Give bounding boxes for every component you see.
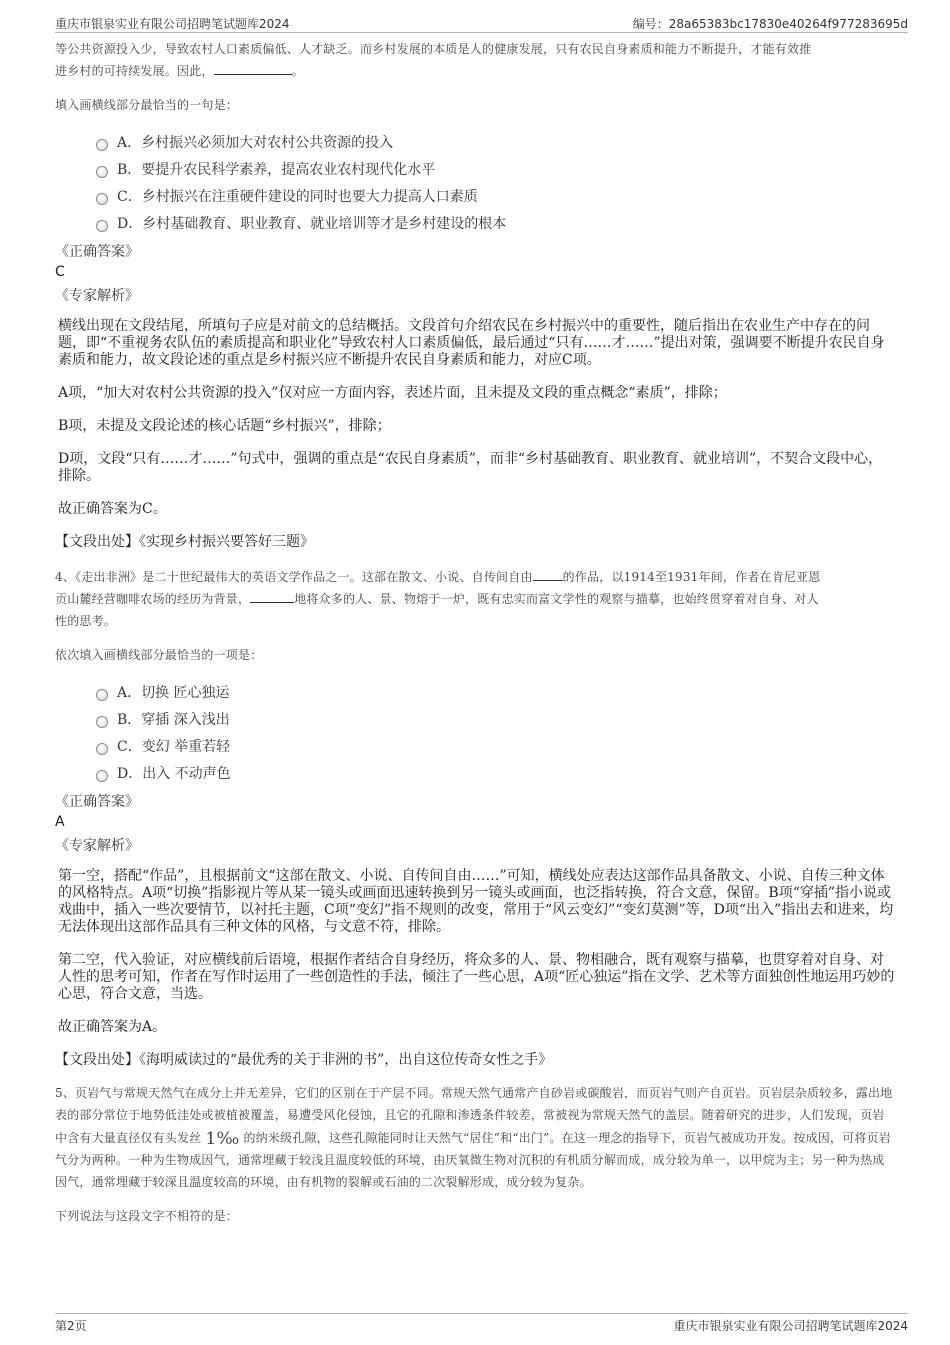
fill-blank (533, 568, 563, 581)
q4-analysis-p2: 第二空，代入验证，对应横线前后语境，根据作者结合自身经历，将众多的人、景、物相融合，既有观察与描摹，也贯穿着对自身、对人性的思考可知，作者在写作时运用了一些创造性的手法，倾注了一些心思，A项“匠心独运”指在文学、艺术等方面独创性地运用巧妙的心思，符合文意，当选。 (58, 952, 895, 1002)
q3-analysis-p5: 故正确答案为C。 (58, 501, 167, 517)
q4-option-a[interactable]: A．切换 匠心独运 (95, 680, 895, 707)
q3-analysis-p1: 横线出现在文段结尾，所填句子应是对前文的总结概括。文段首句介绍农民在乡村振兴中的重要性，随后指出在农业生产中存在的问题，即“不重视务农队伍的素质提高和职业化”导致农村人口素质偏低，最后通过“只有……才……”提出对策，强调要不断提升农民自身素质和能力，故文段论述的重点是乡村振兴应不断提升农民自身素质和能力，对应C项。 (58, 318, 885, 368)
page-header (55, 12, 908, 33)
q5-stem: 5、页岩气与常规天然气在成分上并无差异，它们的区别在于产层不同。常规天然气通常产自砂岩或碳酸岩，而页岩气则产自页岩。页岩层杂质较多，露出地表的部分常位于地势低洼处或被植被覆盖，易遭受风化侵蚀，且它的孔隙和渗透条件较差，常被视为常规天然气的盖层。随着研究的进步，人们发现，页岩中含有大量直径仅有头发丝 1‰ 的纳米级孔隙，这些孔隙能同时让天然气“居住”和“出门”。在这一理念的指导下，页岩气被成功开发。按成因，可将页岩气分为两种。一种为生物成因气，通常埋藏于较浅且温度较低的环境，由厌氧微生物对沉积的有机质分解而成，成分较为单一，以甲烷为主；另一种为热成因气，通常埋藏于较深且温度较高的环境，由有机物的裂解或石油的二次裂解形成，成分较为复杂。 (55, 1086, 893, 1189)
radio-icon[interactable] (96, 166, 108, 178)
page-content (55, 38, 895, 1227)
header-title: 重庆市银泉实业有限公司招聘笔试题库2024 (55, 17, 290, 31)
q3-source: 【文段出处】《实现乡村振兴要答好三题》 (55, 534, 314, 550)
q3-answer: C (55, 264, 65, 280)
q4-analysis-p1: 第一空，搭配“作品”，且根据前文“这部在散文、小说、自传间自由……”可知，横线处应表达这部作品具备散文、小说、自传三种文体的风格特点。A项“切换”指影视片等从某一镜头或画面迅速转换到另一镜头或画面，也泛指转换，符合文意，保留。B项“穿插”指小说或戏曲中，插入一些次要情节，以衬托主题，C项“变幻”指不规则的改变，常用于“风云变幻”“变幻莫测”等，D项“出入”指出去和进来，均无法体现出这部作品具有三种文体的风格，与文意不符，排除。 (58, 868, 894, 935)
radio-icon[interactable] (96, 716, 108, 728)
q4-stem: 4、《走出非洲》是二十世纪最伟大的英语文学作品之一。这部在散文、小说、自传间自由 的作品，以1914至1931年间，作者在肯尼亚恩 贡山麓经营咖啡农场的经历为背景， 地将众多的人、景、物熔于一炉，既有忠实而富文学性的观察与描摹，也始终贯穿着对自身、对人 性的思考。 (55, 570, 821, 628)
q3-option-b[interactable]: B．要提升农民科学素养，提高农业农村现代化水平 (95, 157, 895, 184)
header-code: 编号：28a65383bc17830e40264f977283695d (632, 17, 908, 31)
fill-blank (250, 590, 294, 603)
q4-analysis-label: 《专家解析》 (55, 838, 139, 854)
permil-value: 1‰ (205, 1129, 240, 1149)
radio-icon[interactable] (96, 220, 108, 232)
q3-intro: 等公共资源投入少，导致农村人口素质偏低、人才缺乏。而乡村发展的本质是人的健康发展，只有农民自身素质和能力不断提升，才能有效推 进乡村的可持续发展。因此， 。 (55, 42, 812, 78)
q3-options (95, 130, 895, 238)
q4-option-c[interactable]: C．变幻 举重若轻 (95, 734, 895, 761)
page-footer (55, 1313, 908, 1334)
q4-answer: A (55, 814, 65, 830)
radio-icon[interactable] (96, 193, 108, 205)
q3-option-c[interactable]: C．乡村振兴在注重硬件建设的同时也要大力提高人口素质 (95, 184, 895, 211)
q3-analysis-p3: B项，未提及文段论述的核心话题“乡村振兴”，排除； (58, 418, 391, 434)
q4-answer-label: 《正确答案》 (55, 794, 139, 810)
radio-icon[interactable] (96, 743, 108, 755)
q3-analysis-label: 《专家解析》 (55, 288, 139, 304)
q3-answer-label: 《正确答案》 (55, 244, 139, 260)
q3-prompt: 填入画横线部分最恰当的一句是： (55, 98, 239, 112)
fill-blank (214, 62, 292, 75)
q4-options (95, 680, 895, 788)
radio-icon[interactable] (96, 689, 108, 701)
q3-option-a[interactable]: A．乡村振兴必须加大对农村公共资源的投入 (95, 130, 895, 157)
q4-analysis-p3: 故正确答案为A。 (58, 1019, 167, 1035)
q3-option-d[interactable]: D．乡村基础教育、职业教育、就业培训等才是乡村建设的根本 (95, 211, 895, 238)
q4-option-d[interactable]: D．出入 不动声色 (95, 761, 895, 788)
q4-option-b[interactable]: B．穿插 深入浅出 (95, 707, 895, 734)
q3-analysis-p2: A项，“加大对农村公共资源的投入”仅对应一方面内容，表述片面，且未提及文段的重点概念“素质”，排除； (58, 385, 727, 401)
q4-prompt: 依次填入画横线部分最恰当的一项是： (55, 648, 263, 662)
footer-title: 重庆市银泉实业有限公司招聘笔试题库2024 (673, 1319, 908, 1333)
q3-analysis-p4: D项，文段“只有……才……”句式中，强调的重点是“农民自身素质”，而非“乡村基础教育、职业教育、就业培训”，不契合文段中心，排除。 (58, 451, 883, 484)
radio-icon[interactable] (96, 139, 108, 151)
footer-page-number: 第2页 (55, 1319, 87, 1333)
q4-source: 【文段出处】《海明威读过的“最优秀的关于非洲的书”，出自这位传奇女性之手》 (55, 1052, 553, 1068)
radio-icon[interactable] (96, 770, 108, 782)
q5-prompt: 下列说法与这段文字不相符的是： (55, 1209, 239, 1223)
